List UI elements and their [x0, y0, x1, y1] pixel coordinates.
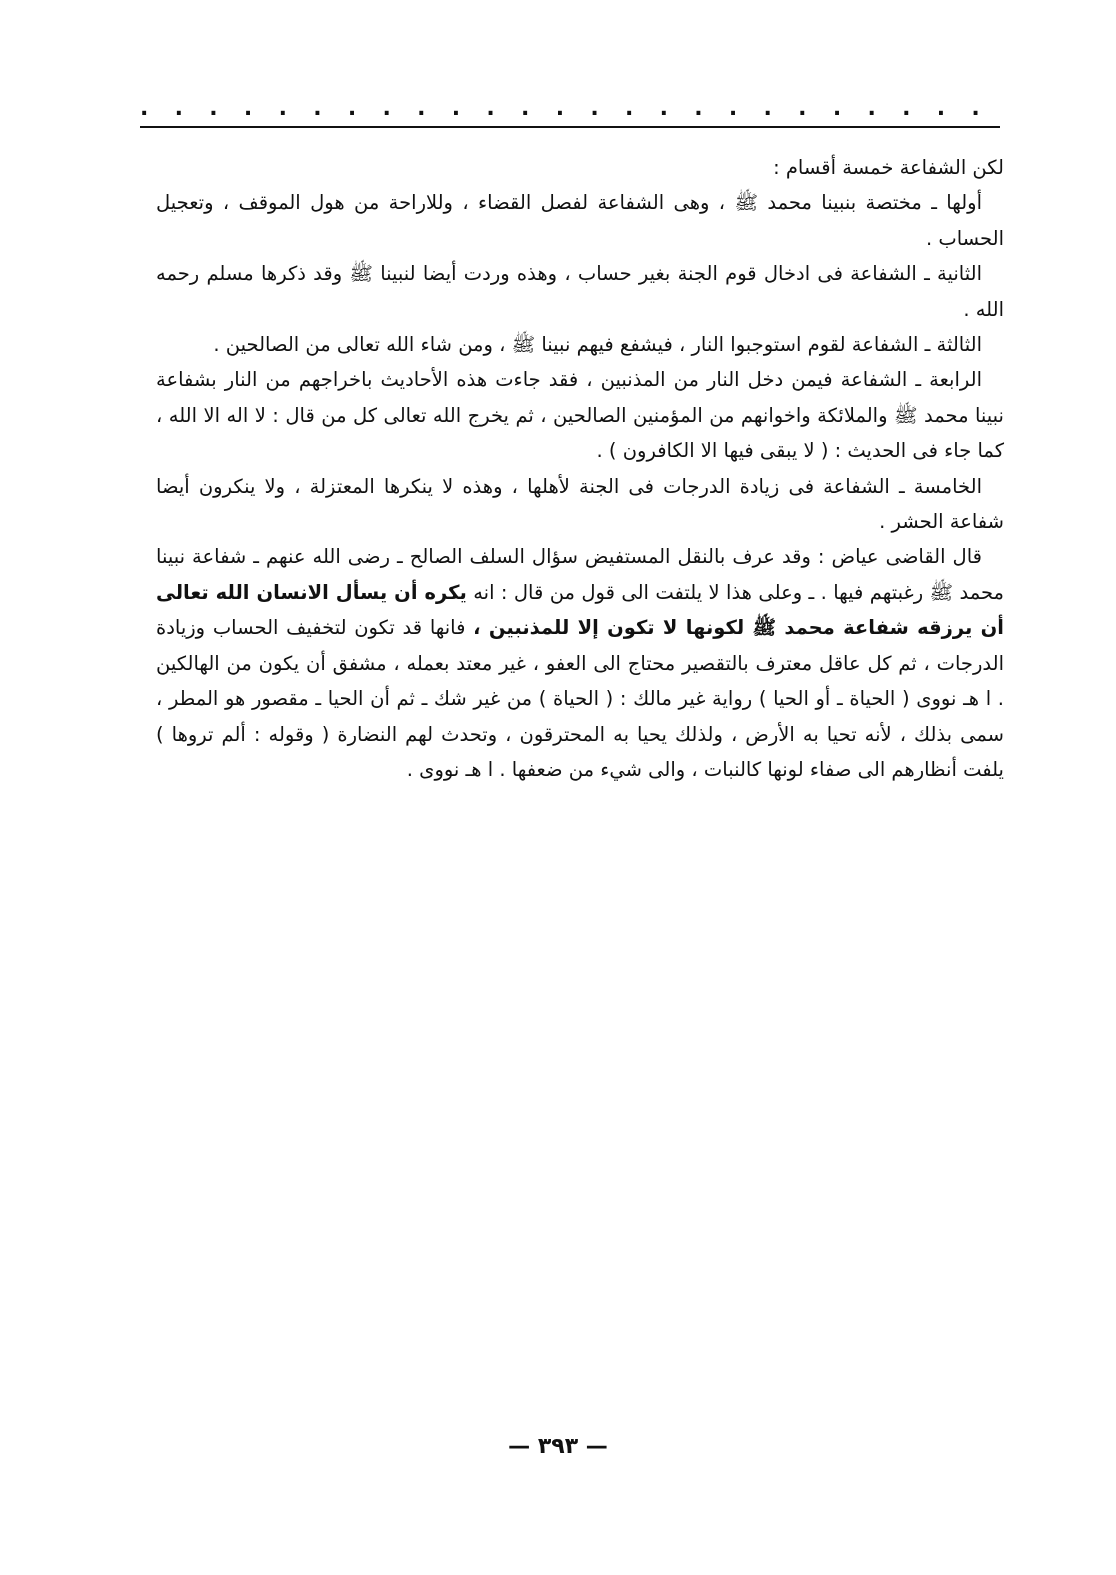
header-dot: . — [209, 96, 218, 121]
header-dot: . — [174, 96, 183, 121]
header-dot: . — [902, 96, 911, 121]
header-dot: . — [867, 96, 876, 121]
header-dot: . — [417, 96, 426, 121]
header-ornament — [140, 98, 1000, 132]
header-dot: . — [382, 96, 391, 121]
header-dot: . — [243, 96, 253, 121]
header-dot: . — [451, 96, 461, 121]
header-dot: . — [140, 96, 149, 121]
paragraph-first-intercession: أولها ـ مختصة بنبينا محمد ﷺ ، وهى الشفاعة لفصل القضاء ، وللاراحة من هول الموقف ، وتعجيل الحساب . — [156, 191, 1004, 250]
body-text — [156, 150, 1004, 787]
header-dot: . — [763, 96, 772, 121]
header-dot: . — [521, 96, 530, 121]
qadi-iyad-bold-statement: يكره أن يسأل الانسان الله تعالى أن يرزقه شفاعة محمد ﷺ لكونها لا تكون إلا للمذنبين ، — [156, 580, 1004, 640]
header-dots — [140, 98, 980, 120]
qadi-iyad-intro: قال القاضى عياض : وقد عرف بالنقل المستفيض سؤال السلف الصالح ـ رضى الله عنهم ـ شفاعة نبينا محمد ﷺ رغبتهم فيها . ـ وعلى هذا لا يلتفت الى قول من قال : انه — [156, 545, 1004, 604]
paragraph-fourth-intercession: الرابعة ـ الشفاعة فيمن دخل النار من المذنبين ، فقد جاءت هذه الأحاديث باخراجهم من النار بشفاعة نبينا محمد ﷺ والملائكة واخوانهم من المؤمنين الصالحين ، ثم يخرج الله تعالى كل من قال : لا اله الا الله ، كما جاء فى الحديث : ( لا يبقى فيها الا الكافرون ) . — [156, 368, 1004, 463]
header-dot: . — [659, 96, 668, 121]
paragraph-qadi-iyad — [156, 539, 1004, 787]
header-dot: . — [347, 96, 357, 121]
paragraph-third-intercession: الثالثة ـ الشفاعة لقوم استوجبوا النار ، فيشفع فيهم نبينا ﷺ ، ومن شاء الله تعالى من الصالحين . — [213, 333, 982, 357]
page-number: — ٣٩٣ — — [508, 1434, 608, 1459]
header-dot: . — [486, 96, 495, 121]
paragraph-fifth-intercession: الخامسة ـ الشفاعة فى زيادة الدرجات فى الجنة لأهلها ، وهذه لا ينكرها المعتزلة ، ولا ينكرون أيضا شفاعة الحشر . — [156, 474, 1004, 534]
qadi-iyad-tail: فانها قد تكون لتخفيف الحساب وزيادة الدرجات ، ثم كل عاقل معترف بالتقصير محتاج الى العفو ، غير معتد بعمله ، مشفق أن يكون من الهالكين . ا هـ نووى ( الحياة ـ أو الحيا ) رواية غير مالك : ( الحياة ) من غير شك ـ ثم أن الحيا ـ مقصور هو المطر ، سمى بذلك ، لأنه تحيا به الأرض ، ولذلك يحيا به المحترقون ، وتحدث لهم النضارة ( وقوله : ألم تروها ) يلفت أنظارهم الى صفاء لونها كالنبات ، والى شيء من ضعفها . ا هـ نووى . — [156, 616, 1004, 781]
header-dot: . — [313, 96, 322, 121]
paragraph-second-intercession: الثانية ـ الشفاعة فى ادخال قوم الجنة بغير حساب ، وهذه وردت أيضا لنبينا ﷺ وقد ذكرها مسلم رحمه الله . — [156, 262, 1004, 321]
intro-line: لكن الشفاعة خمسة أقسام : — [773, 156, 1004, 179]
header-dot: . — [936, 96, 946, 121]
header-dot: . — [590, 96, 599, 121]
header-dot: . — [624, 96, 634, 121]
header-dot: . — [555, 96, 565, 121]
header-dot: . — [694, 96, 703, 121]
header-rule — [140, 126, 1000, 128]
header-dot: . — [798, 96, 807, 121]
header-dot: . — [832, 96, 842, 121]
header-dot: . — [728, 96, 738, 121]
header-dot: . — [971, 96, 980, 121]
header-dot: . — [278, 96, 287, 121]
